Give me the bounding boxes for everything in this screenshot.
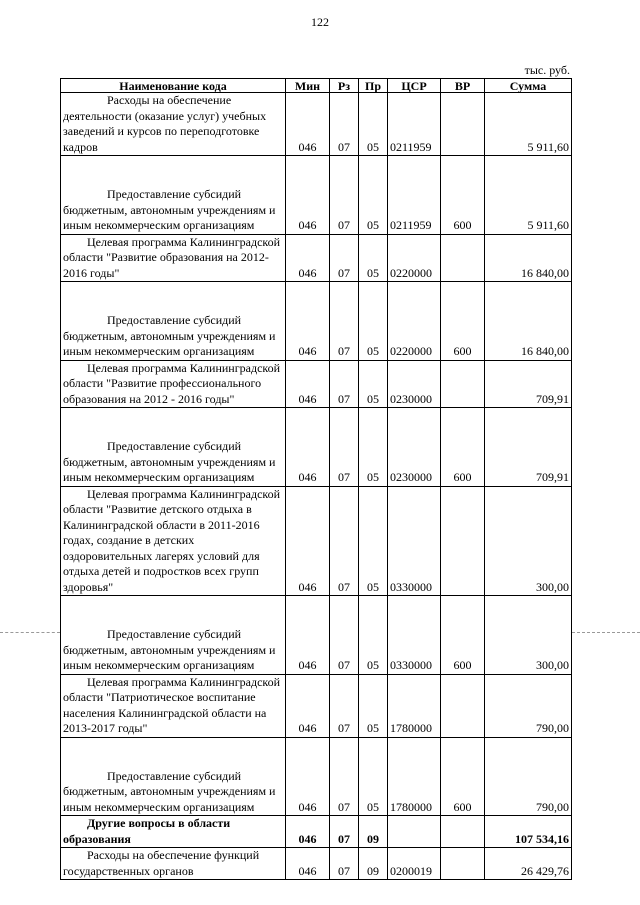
row-pr: 05 <box>359 360 388 408</box>
row-rz: 07 <box>330 234 359 282</box>
row-sum: 300,00 <box>485 596 572 675</box>
row-pr: 05 <box>359 234 388 282</box>
row-rz: 07 <box>330 93 359 156</box>
column-header-pr: Пр <box>359 79 388 93</box>
row-vr <box>441 674 485 737</box>
row-vr: 600 <box>441 408 485 487</box>
row-vr <box>441 93 485 156</box>
row-sum: 16 840,00 <box>485 234 572 282</box>
scan-fold-line-right <box>572 632 640 633</box>
row-pr: 05 <box>359 93 388 156</box>
table-row <box>61 156 572 235</box>
table-row-section <box>61 816 572 848</box>
row-sum: 16 840,00 <box>485 282 572 361</box>
row-csr: 0230000 <box>388 360 441 408</box>
row-rz: 07 <box>330 486 359 596</box>
row-min: 046 <box>286 93 330 156</box>
table-row <box>61 234 572 282</box>
table-row <box>61 737 572 816</box>
row-min: 046 <box>286 360 330 408</box>
row-name: Предоставление субсидий бюджетным, автономным учреждениям и иным некоммерческим организациям <box>61 408 286 487</box>
row-vr <box>441 486 485 596</box>
row-min: 046 <box>286 737 330 816</box>
row-rz: 07 <box>330 408 359 487</box>
row-csr: 0330000 <box>388 596 441 675</box>
row-csr: 0330000 <box>388 486 441 596</box>
table-row <box>61 596 572 675</box>
row-name: Целевая программа Калининградской области "Патриотическое воспитание населения Калининградской области на 2013-2017 годы" <box>61 674 286 737</box>
row-sum: 790,00 <box>485 674 572 737</box>
units-label: тыс. руб. <box>524 63 570 77</box>
row-csr: 1780000 <box>388 674 441 737</box>
column-header-name: Наименование кода <box>61 79 286 93</box>
row-min: 046 <box>286 816 330 848</box>
row-csr: 1780000 <box>388 737 441 816</box>
row-min: 046 <box>286 486 330 596</box>
row-vr: 600 <box>441 156 485 235</box>
row-vr <box>441 816 485 848</box>
row-sum: 709,91 <box>485 408 572 487</box>
row-sum: 790,00 <box>485 737 572 816</box>
row-pr: 05 <box>359 674 388 737</box>
row-min: 046 <box>286 156 330 235</box>
row-pr: 05 <box>359 737 388 816</box>
row-rz: 07 <box>330 674 359 737</box>
row-csr: 0230000 <box>388 408 441 487</box>
row-min: 046 <box>286 234 330 282</box>
row-min: 046 <box>286 848 330 880</box>
row-rz: 07 <box>330 596 359 675</box>
column-header-vr: ВР <box>441 79 485 93</box>
row-sum: 709,91 <box>485 360 572 408</box>
row-csr: 0220000 <box>388 234 441 282</box>
page-number: 122 <box>311 15 329 29</box>
row-sum: 5 911,60 <box>485 156 572 235</box>
row-name: Предоставление субсидий бюджетным, автономным учреждениям и иным некоммерческим организациям <box>61 737 286 816</box>
budget-table <box>60 78 572 880</box>
row-min: 046 <box>286 282 330 361</box>
row-vr: 600 <box>441 737 485 816</box>
row-name: Расходы на обеспечение деятельности (оказание услуг) учебных заведений и курсов по переподготовке кадров <box>61 93 286 156</box>
row-name: Расходы на обеспечение функций государственных органов <box>61 848 286 880</box>
row-vr <box>441 234 485 282</box>
row-name: Целевая программа Калининградской области "Развитие профессионального образования на 2012 - 2016 годы" <box>61 360 286 408</box>
row-name: Предоставление субсидий бюджетным, автономным учреждениям и иным некоммерческим организациям <box>61 156 286 235</box>
row-name: Предоставление субсидий бюджетным, автономным учреждениям и иным некоммерческим организациям <box>61 282 286 361</box>
row-pr: 09 <box>359 816 388 848</box>
row-name: Предоставление субсидий бюджетным, автономным учреждениям и иным некоммерческим организациям <box>61 596 286 675</box>
table-row <box>61 674 572 737</box>
row-csr: 0220000 <box>388 282 441 361</box>
row-rz: 07 <box>330 360 359 408</box>
row-pr: 05 <box>359 282 388 361</box>
row-csr <box>388 816 441 848</box>
row-rz: 07 <box>330 737 359 816</box>
table-row <box>61 408 572 487</box>
table-row <box>61 93 572 156</box>
row-min: 046 <box>286 408 330 487</box>
column-header-min: Мин <box>286 79 330 93</box>
row-pr: 09 <box>359 848 388 880</box>
row-vr: 600 <box>441 596 485 675</box>
row-pr: 05 <box>359 156 388 235</box>
row-name: Другие вопросы в области образования <box>61 816 286 848</box>
row-rz: 07 <box>330 816 359 848</box>
table-row <box>61 848 572 880</box>
row-vr: 600 <box>441 282 485 361</box>
column-header-sum: Сумма <box>485 79 572 93</box>
row-sum: 5 911,60 <box>485 93 572 156</box>
row-rz: 07 <box>330 282 359 361</box>
row-name: Целевая программа Калининградской области "Развитие образования на 2012-2016 годы" <box>61 234 286 282</box>
row-pr: 05 <box>359 408 388 487</box>
scan-fold-line-left <box>0 632 60 633</box>
row-sum: 26 429,76 <box>485 848 572 880</box>
row-sum: 107 534,16 <box>485 816 572 848</box>
column-header-rz: Рз <box>330 79 359 93</box>
table-row <box>61 360 572 408</box>
row-csr: 0211959 <box>388 93 441 156</box>
row-csr: 0211959 <box>388 156 441 235</box>
column-header-csr: ЦСР <box>388 79 441 93</box>
row-min: 046 <box>286 596 330 675</box>
row-csr: 0200019 <box>388 848 441 880</box>
row-min: 046 <box>286 674 330 737</box>
row-vr <box>441 848 485 880</box>
row-rz: 07 <box>330 156 359 235</box>
row-rz: 07 <box>330 848 359 880</box>
table-header-row <box>61 79 572 93</box>
row-sum: 300,00 <box>485 486 572 596</box>
table-row <box>61 282 572 361</box>
row-pr: 05 <box>359 596 388 675</box>
row-vr <box>441 360 485 408</box>
row-pr: 05 <box>359 486 388 596</box>
row-name: Целевая программа Калининградской области "Развитие детского отдыха в Калининградской области в 2011-2016 годах, создание в детских оздоровительных лагерях условий для отдыха детей и подростков всех групп здоровья" <box>61 486 286 596</box>
table-row <box>61 486 572 596</box>
